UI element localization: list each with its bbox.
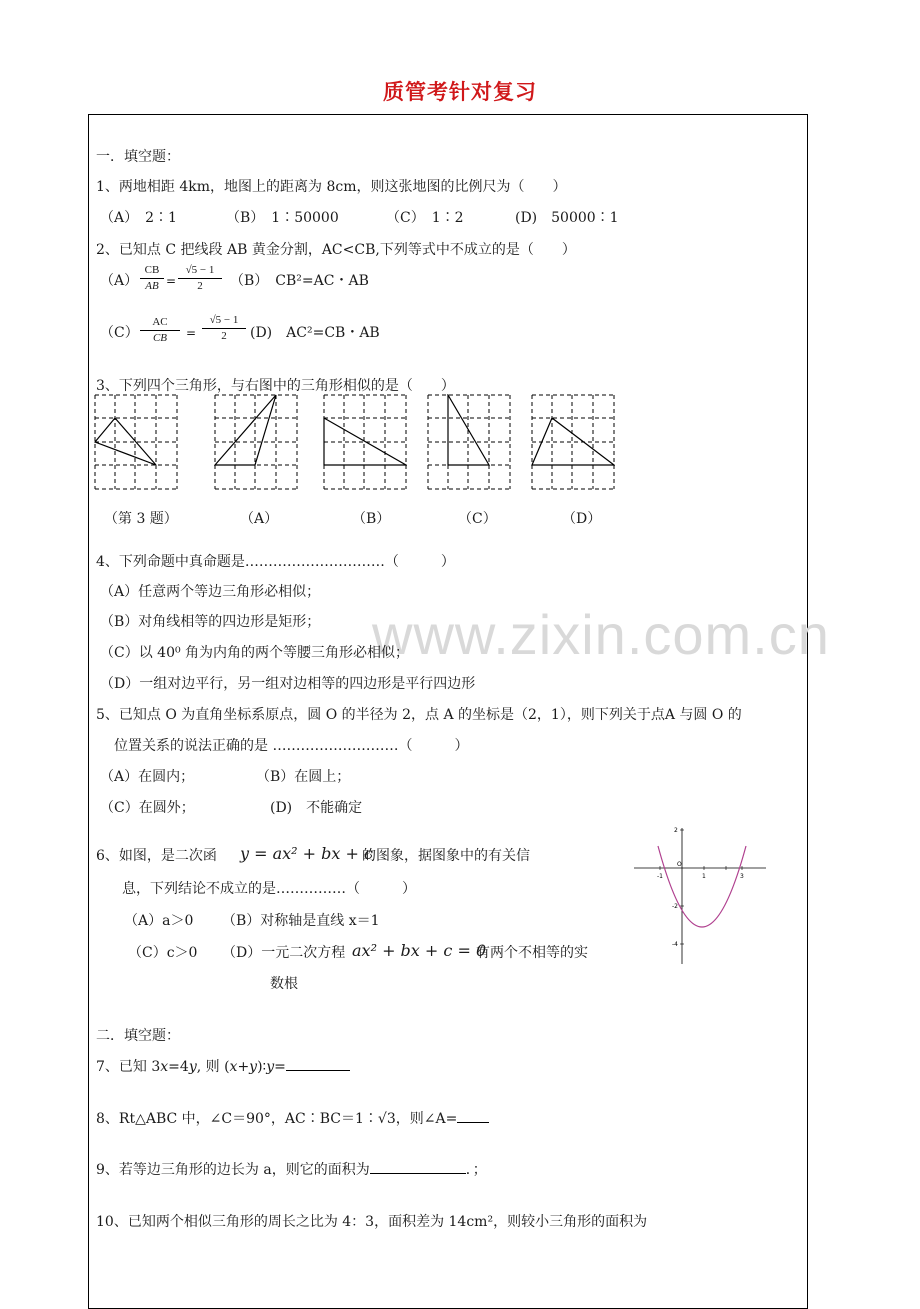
q1-option-a: （A） 2∶1	[100, 210, 177, 226]
q2-option-a-label: （A）	[100, 273, 139, 289]
q2-c-right-fraction	[202, 314, 246, 343]
q3-caption-d: （D）	[562, 511, 602, 527]
q3-figure-reference	[94, 394, 178, 490]
q2-c-equals: =	[186, 326, 197, 340]
q2-c-left-fraction	[140, 316, 180, 345]
q9-text: 9、若等边三角形的边长为 a，则它的面积为	[96, 1162, 370, 1178]
q2-stem: 2、已知点 C 把线段 AB 黄金分割，AC<CB,下列等式中不成立的是（ ）	[96, 242, 576, 258]
q6-equation: ax² + bx + c = 0	[352, 941, 487, 960]
q9-tail: ．；	[465, 1162, 487, 1178]
q6-option-a: （A）a＞0	[124, 913, 194, 929]
q7-text3: , 则 (	[196, 1059, 230, 1075]
q3-caption-a: （A）	[240, 511, 279, 527]
q3-figure-c	[427, 394, 511, 490]
page-title: 质管考针对复习	[383, 79, 537, 104]
q5-option-c: （C）在圆外；	[100, 800, 195, 816]
q6-parabola-graph	[628, 822, 772, 972]
q3-caption-c: （C）	[458, 511, 497, 527]
q2-a-numerator: CB	[144, 264, 160, 276]
q6-option-c: （C）c＞0	[128, 945, 198, 961]
q3-stem: 3、下列四个三角形，与右图中的三角形相似的是（ ）	[96, 378, 455, 394]
q6-axis-label-yneg2: -2	[672, 903, 678, 910]
q10-text: 10、已知两个相似三角形的周长之比为 4：3，面积差为 14cm²，则较小三角形的面积为	[96, 1214, 648, 1230]
q6-option-b: （B）对称轴是直线 x＝1	[222, 913, 380, 929]
q7-text1: 7、已知 3	[96, 1059, 161, 1075]
q2-c-numerator: AC	[152, 316, 168, 328]
q8	[96, 1110, 489, 1128]
q1-stem: 1、两地相距 4km，地图上的距离为 8cm，则这张地图的比例尺为（ ）	[96, 179, 567, 195]
q1-option-b: （B） 1∶50000	[226, 210, 339, 226]
q5-option-b: （B）在圆上；	[256, 769, 351, 785]
q2-c-denominator: CB	[152, 332, 168, 344]
q6-stem-line2: 息，下列结论不成立的是……………（ ）	[122, 881, 416, 897]
q2-option-d: (D) AC²=CB・AB	[250, 325, 380, 341]
q7-text4: )∶	[257, 1059, 267, 1075]
q7-answer-blank[interactable]	[286, 1070, 350, 1071]
q6-axis-label-y2: 2	[674, 827, 678, 834]
q1-option-d: (D) 50000∶1	[515, 210, 619, 226]
q6-axis-label-3: 3	[740, 873, 744, 880]
watermark: www.zixin.com.cn	[372, 603, 830, 666]
q3-figure-a	[214, 394, 298, 490]
q5-stem-line1: 5、已知点 O 为直角坐标系原点，圆 O 的半径为 2，点 A 的坐标是（2，1），则下列关于点A 与圆 O 的	[96, 707, 742, 723]
q7-y2: y	[266, 1059, 275, 1075]
q8-answer-blank[interactable]	[457, 1122, 489, 1123]
q7-xy: x+y	[229, 1059, 258, 1075]
q4-stem: 4、下列命题中真命题是…………………………（ ）	[96, 554, 455, 570]
q6-axis-label-yneg4: -4	[672, 941, 678, 948]
q2-c-rnum: √5 − 1	[209, 314, 239, 326]
section-1-heading: 一．填空题：	[96, 149, 180, 165]
q6-option-d-part3: 数根	[270, 976, 298, 992]
q2-a-right-fraction	[178, 264, 222, 293]
q5-stem-line2: 位置关系的说法正确的是 ………………………（ ）	[114, 738, 469, 754]
q6-stem-part1: 6、如图，是二次函	[96, 848, 217, 864]
q2-a-denominator: AB	[145, 280, 159, 292]
q2-a-left-fraction	[140, 264, 164, 293]
q2-c-rden: 2	[221, 330, 227, 342]
q2-a-equals: =	[166, 274, 177, 288]
q9	[96, 1161, 487, 1179]
q1-option-c: （C） 1∶2	[386, 210, 464, 226]
q4-option-a: （A）任意两个等边三角形必相似；	[100, 584, 321, 600]
q6-axis-label-neg1: -1	[657, 873, 663, 880]
q5-option-d: (D) 不能确定	[270, 800, 363, 816]
q2-option-b: （B） CB²=AC・AB	[230, 273, 369, 289]
q7-y: y	[188, 1059, 197, 1075]
q7-x: x	[160, 1059, 169, 1075]
q5-option-a: （A）在圆内；	[100, 769, 195, 785]
q4-option-d: （D）一组对边平行，另一组对边相等的四边形是平行四边形	[100, 676, 476, 692]
q6-function-expression: y = ax² + bx + c	[240, 844, 373, 863]
q7-text5: =	[274, 1059, 286, 1075]
q2-a-rnum: √5 − 1	[185, 264, 215, 276]
q6-option-d-part1: （D）一元二次方程	[222, 945, 346, 961]
q3-figure-b	[323, 394, 407, 490]
q4-option-b: （B）对角线相等的四边形是矩形；	[100, 614, 321, 630]
q3-caption-b: （B）	[352, 511, 391, 527]
q6-axis-label-1: 1	[702, 873, 706, 880]
q7	[96, 1058, 350, 1076]
section-2-heading: 二．填空题：	[96, 1028, 180, 1044]
q2-a-rden: 2	[197, 280, 203, 292]
q3-caption-reference: （第 3 题）	[104, 511, 178, 527]
q4-option-c: （C）以 40⁰ 角为内角的两个等腰三角形必相似；	[100, 645, 410, 661]
q3-figure-d	[531, 394, 615, 490]
q9-answer-blank[interactable]	[370, 1173, 466, 1174]
q6-option-d-part2: 有两个不相等的实	[476, 945, 588, 961]
q7-text2: =4	[168, 1059, 189, 1075]
q2-option-c-label: （C）	[100, 325, 139, 341]
q6-stem-part2: 的图象，据图象中的有关信	[362, 848, 530, 864]
q8-text: 8、Rt△ABC 中，∠C＝90°，AC∶BC＝1∶√3，则∠A=	[96, 1111, 458, 1127]
q6-origin-label: O	[677, 861, 682, 868]
